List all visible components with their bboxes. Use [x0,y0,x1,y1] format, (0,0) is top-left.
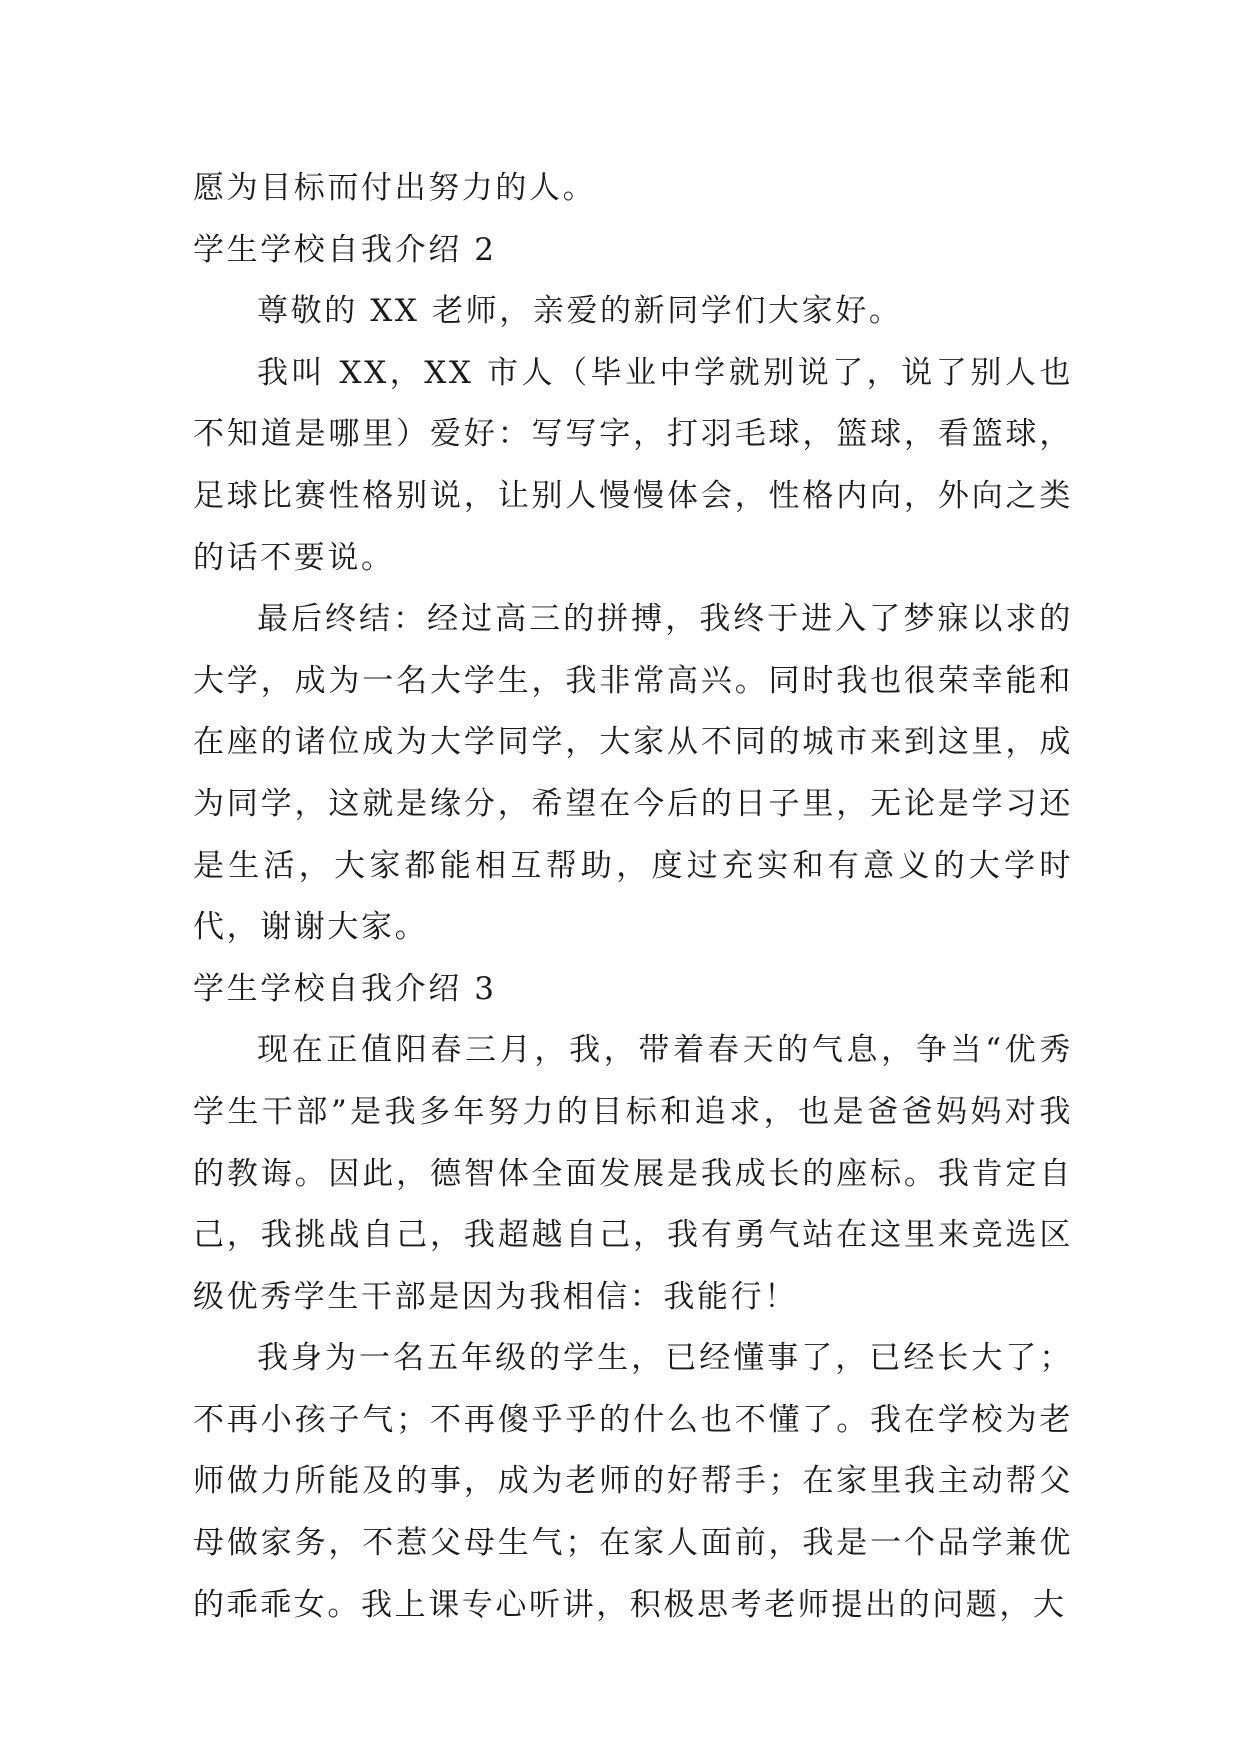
paragraph-self-description: 我身为一名五年级的学生，已经懂事了，已经长大了；不再小孩子气；不再傻乎乎的什么也不懂了。我在学校为老师做力所能及的事，成为老师的好帮手；在家里我主动帮父母做家务，不惹父母生气；在家人面前，我是一个品学兼优的乖乖女。我上课专心听讲，积极思考老师提出的问题，大 [193,1340,1073,1623]
paragraph-greeting: 尊敬的 XX 老师，亲爱的新同学们大家好。 [257,293,903,330]
paragraph-continuation: 愿为目标而付出努力的人。 [193,170,597,206]
paragraph-campaign: 现在正值阳春三月，我，带着春天的气息，争当“优秀学生干部”是我多年努力的目标和追求，也是爸爸妈妈对我的教诲。因此，德智体全面发展是我成长的座标。我肯定自己，我挑战自己，我超越自己，我有勇气站在这里来竞选区级优秀学生干部是因为我相信：我能行！ [193,1032,1073,1315]
document-body [193,158,1073,1636]
paragraph-introduction: 我叫 XX，XX 市人（毕业中学就别说了，说了别人也不知道是哪里）爱好：写写字，打羽毛球，篮球，看篮球，足球比赛性格别说，让别人慢慢体会，性格内向，外向之类的话不要说。 [193,354,1073,576]
section-heading-2: 学生学校自我介绍 2 [193,231,497,268]
paragraph-conclusion: 最后终结：经过高三的拼搏，我终于进入了梦寐以求的大学，成为一名大学生，我非常高兴。同时我也很荣幸能和在座的诸位成为大学同学，大家从不同的城市来到这里，成为同学，这就是缘分，希望在今后的日子里，无论是学习还是生活，大家都能相互帮助，度过充实和有意义的大学时代，谢谢大家。 [193,601,1073,946]
section-heading-3: 学生学校自我介绍 3 [193,970,497,1007]
